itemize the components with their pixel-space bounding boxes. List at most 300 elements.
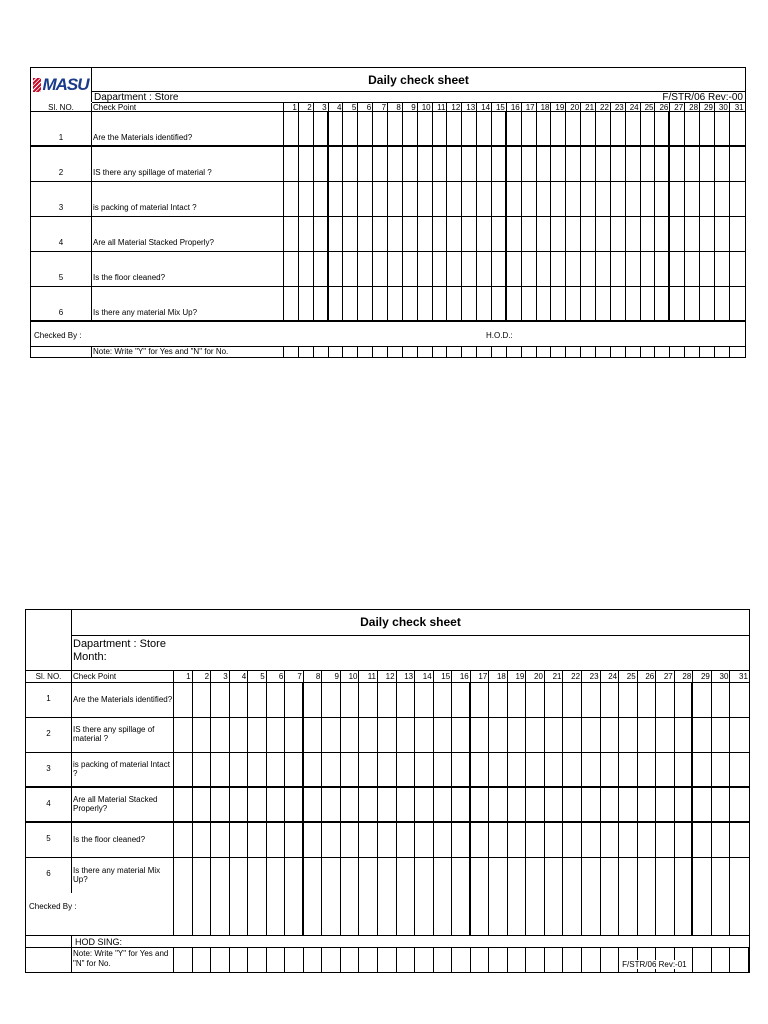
day-cell[interactable] [730,823,749,857]
day-cell[interactable] [626,252,641,286]
day-cell[interactable] [211,718,230,752]
day-cell[interactable] [174,788,193,821]
day-cell[interactable] [675,683,694,717]
day-cell[interactable] [700,112,715,145]
day-cell[interactable] [267,683,286,717]
note-day-cell[interactable] [433,347,448,357]
day-cell[interactable] [378,753,397,786]
day-cell[interactable] [285,753,304,786]
day-cell[interactable] [670,252,685,286]
day-cell[interactable] [526,683,545,717]
day-cell[interactable] [551,217,566,251]
day-cell[interactable] [462,287,477,320]
day-cell[interactable] [675,718,694,752]
day-cell[interactable] [611,287,626,320]
day-cell[interactable] [462,112,477,145]
day-cell[interactable] [373,182,388,216]
day-cell[interactable] [341,823,360,857]
checked-by-day-cell[interactable] [397,893,416,935]
day-cell[interactable] [489,823,508,857]
day-cell[interactable] [507,217,522,251]
day-cell[interactable] [415,858,434,893]
day-cell[interactable] [471,718,490,752]
day-cell[interactable] [299,252,314,286]
day-cell[interactable] [508,683,527,717]
day-cell[interactable] [730,683,749,717]
day-cell[interactable] [267,788,286,821]
day-cell[interactable] [193,823,212,857]
day-cell[interactable] [551,252,566,286]
day-cell[interactable] [670,217,685,251]
day-cell[interactable] [730,217,745,251]
day-cell[interactable] [248,823,267,857]
day-cell[interactable] [566,147,581,181]
note-day-cell[interactable] [581,347,596,357]
day-cell[interactable] [415,683,434,717]
checked-by-day-cell[interactable] [341,893,360,935]
day-cell[interactable] [397,683,416,717]
day-cell[interactable] [341,788,360,821]
day-cell[interactable] [730,182,745,216]
day-cell[interactable] [322,683,341,717]
day-cell[interactable] [715,287,730,320]
day-cell[interactable] [343,182,358,216]
day-cell[interactable] [299,147,314,181]
day-cell[interactable] [619,753,638,786]
day-cell[interactable] [329,182,344,216]
day-cell[interactable] [452,858,471,893]
day-cell[interactable] [358,217,373,251]
day-cell[interactable] [314,217,329,251]
day-cell[interactable] [537,252,552,286]
day-cell[interactable] [174,823,193,857]
day-cell[interactable] [563,718,582,752]
day-cell[interactable] [582,718,601,752]
day-cell[interactable] [211,823,230,857]
day-cell[interactable] [452,683,471,717]
day-cell[interactable] [174,718,193,752]
day-cell[interactable] [551,112,566,145]
day-cell[interactable] [341,753,360,786]
note-day-cell[interactable] [403,347,418,357]
day-cell[interactable] [619,788,638,821]
day-cell[interactable] [492,112,507,145]
day-cell[interactable] [341,683,360,717]
checked-by-day-cell[interactable] [656,893,675,935]
day-cell[interactable] [373,112,388,145]
note-day-cell[interactable] [447,347,462,357]
day-cell[interactable] [477,287,492,320]
day-cell[interactable] [314,182,329,216]
day-cell[interactable] [582,858,601,893]
day-cell[interactable] [537,182,552,216]
day-cell[interactable] [596,112,611,145]
day-cell[interactable] [730,788,749,821]
note-day-cell[interactable] [193,948,212,972]
day-cell[interactable] [619,858,638,893]
day-cell[interactable] [693,823,712,857]
day-cell[interactable] [522,287,537,320]
day-cell[interactable] [700,287,715,320]
day-cell[interactable] [322,823,341,857]
day-cell[interactable] [378,823,397,857]
day-cell[interactable] [712,753,731,786]
day-cell[interactable] [388,217,403,251]
day-cell[interactable] [477,252,492,286]
day-cell[interactable] [359,683,378,717]
day-cell[interactable] [248,718,267,752]
day-cell[interactable] [193,753,212,786]
day-cell[interactable] [526,788,545,821]
note-day-cell[interactable] [462,347,477,357]
note-day-cell[interactable] [563,948,582,972]
day-cell[interactable] [267,858,286,893]
note-day-cell[interactable] [322,948,341,972]
day-cell[interactable] [230,823,249,857]
day-cell[interactable] [730,718,749,752]
day-cell[interactable] [693,683,712,717]
day-cell[interactable] [193,788,212,821]
day-cell[interactable] [712,718,731,752]
day-cell[interactable] [601,788,620,821]
note-day-cell[interactable] [477,347,492,357]
note-day-cell[interactable] [329,347,344,357]
day-cell[interactable] [418,287,433,320]
day-cell[interactable] [304,858,323,893]
day-cell[interactable] [314,147,329,181]
day-cell[interactable] [730,252,745,286]
day-cell[interactable] [418,112,433,145]
day-cell[interactable] [641,182,656,216]
note-day-cell[interactable] [611,347,626,357]
day-cell[interactable] [211,683,230,717]
day-cell[interactable] [329,147,344,181]
note-day-cell[interactable] [284,347,299,357]
day-cell[interactable] [638,788,657,821]
day-cell[interactable] [267,718,286,752]
day-cell[interactable] [343,252,358,286]
day-cell[interactable] [641,112,656,145]
day-cell[interactable] [415,823,434,857]
note-day-cell[interactable] [522,347,537,357]
checked-by-day-cell[interactable] [545,893,564,935]
day-cell[interactable] [322,788,341,821]
day-cell[interactable] [508,753,527,786]
day-cell[interactable] [343,287,358,320]
day-cell[interactable] [596,147,611,181]
day-cell[interactable] [285,718,304,752]
day-cell[interactable] [601,823,620,857]
day-cell[interactable] [304,788,323,821]
day-cell[interactable] [563,683,582,717]
day-cell[interactable] [545,788,564,821]
day-cell[interactable] [638,683,657,717]
day-cell[interactable] [322,753,341,786]
day-cell[interactable] [581,182,596,216]
day-cell[interactable] [611,147,626,181]
day-cell[interactable] [693,718,712,752]
day-cell[interactable] [434,718,453,752]
day-cell[interactable] [712,683,731,717]
day-cell[interactable] [522,252,537,286]
day-cell[interactable] [601,718,620,752]
day-cell[interactable] [655,287,670,320]
day-cell[interactable] [388,287,403,320]
day-cell[interactable] [285,788,304,821]
day-cell[interactable] [418,217,433,251]
day-cell[interactable] [471,788,490,821]
day-cell[interactable] [230,858,249,893]
day-cell[interactable] [373,252,388,286]
day-cell[interactable] [670,147,685,181]
day-cell[interactable] [655,182,670,216]
day-cell[interactable] [359,753,378,786]
note-day-cell[interactable] [526,948,545,972]
day-cell[interactable] [418,147,433,181]
day-cell[interactable] [638,753,657,786]
day-cell[interactable] [477,182,492,216]
note-day-cell[interactable] [670,347,685,357]
day-cell[interactable] [489,718,508,752]
day-cell[interactable] [314,287,329,320]
day-cell[interactable] [601,683,620,717]
day-cell[interactable] [675,753,694,786]
day-cell[interactable] [373,147,388,181]
checked-by-day-cell[interactable] [471,893,490,935]
day-cell[interactable] [675,858,694,893]
day-cell[interactable] [397,753,416,786]
day-cell[interactable] [397,858,416,893]
day-cell[interactable] [415,788,434,821]
day-cell[interactable] [329,217,344,251]
day-cell[interactable] [403,112,418,145]
day-cell[interactable] [193,718,212,752]
day-cell[interactable] [433,112,448,145]
day-cell[interactable] [566,252,581,286]
checked-by-day-cell[interactable] [563,893,582,935]
day-cell[interactable] [434,858,453,893]
note-day-cell[interactable] [299,347,314,357]
note-day-cell[interactable] [507,347,522,357]
day-cell[interactable] [341,858,360,893]
day-cell[interactable] [359,718,378,752]
day-cell[interactable] [685,112,700,145]
checked-by-day-cell[interactable] [601,893,620,935]
day-cell[interactable] [508,718,527,752]
day-cell[interactable] [545,753,564,786]
note-day-cell[interactable] [601,948,620,972]
checked-by-day-cell[interactable] [619,893,638,935]
day-cell[interactable] [582,683,601,717]
day-cell[interactable] [730,147,745,181]
day-cell[interactable] [685,217,700,251]
day-cell[interactable] [343,147,358,181]
checked-by-day-cell[interactable] [248,893,267,935]
note-day-cell[interactable] [359,948,378,972]
day-cell[interactable] [685,147,700,181]
day-cell[interactable] [299,217,314,251]
day-cell[interactable] [174,683,193,717]
day-cell[interactable] [359,788,378,821]
day-cell[interactable] [378,858,397,893]
day-cell[interactable] [712,823,731,857]
day-cell[interactable] [685,287,700,320]
day-cell[interactable] [601,858,620,893]
day-cell[interactable] [596,252,611,286]
day-cell[interactable] [447,147,462,181]
day-cell[interactable] [492,287,507,320]
day-cell[interactable] [284,112,299,145]
note-day-cell[interactable] [551,347,566,357]
day-cell[interactable] [611,112,626,145]
note-day-cell[interactable] [730,948,749,972]
day-cell[interactable] [537,287,552,320]
day-cell[interactable] [537,112,552,145]
day-cell[interactable] [545,858,564,893]
day-cell[interactable] [700,147,715,181]
day-cell[interactable] [596,287,611,320]
day-cell[interactable] [566,217,581,251]
day-cell[interactable] [566,112,581,145]
day-cell[interactable] [388,112,403,145]
day-cell[interactable] [388,182,403,216]
day-cell[interactable] [582,753,601,786]
day-cell[interactable] [477,147,492,181]
day-cell[interactable] [670,182,685,216]
day-cell[interactable] [415,718,434,752]
note-day-cell[interactable] [418,347,433,357]
day-cell[interactable] [284,217,299,251]
day-cell[interactable] [285,858,304,893]
day-cell[interactable] [700,252,715,286]
checked-by-day-cell[interactable] [712,893,731,935]
day-cell[interactable] [492,217,507,251]
day-cell[interactable] [730,753,749,786]
day-cell[interactable] [397,718,416,752]
note-day-cell[interactable] [730,347,745,357]
day-cell[interactable] [526,718,545,752]
day-cell[interactable] [378,683,397,717]
day-cell[interactable] [641,252,656,286]
note-day-cell[interactable] [230,948,249,972]
day-cell[interactable] [700,217,715,251]
day-cell[interactable] [537,147,552,181]
note-day-cell[interactable] [537,347,552,357]
day-cell[interactable] [248,753,267,786]
day-cell[interactable] [715,182,730,216]
day-cell[interactable] [447,112,462,145]
day-cell[interactable] [626,112,641,145]
day-cell[interactable] [715,112,730,145]
checked-by-day-cell[interactable] [730,893,749,935]
day-cell[interactable] [638,718,657,752]
day-cell[interactable] [626,287,641,320]
day-cell[interactable] [378,788,397,821]
day-cell[interactable] [471,858,490,893]
day-cell[interactable] [314,112,329,145]
day-cell[interactable] [507,287,522,320]
day-cell[interactable] [284,182,299,216]
day-cell[interactable] [641,217,656,251]
day-cell[interactable] [359,823,378,857]
day-cell[interactable] [418,252,433,286]
day-cell[interactable] [433,147,448,181]
day-cell[interactable] [537,217,552,251]
checked-by-day-cell[interactable] [675,893,694,935]
day-cell[interactable] [656,753,675,786]
day-cell[interactable] [563,753,582,786]
day-cell[interactable] [545,823,564,857]
day-cell[interactable] [358,252,373,286]
day-cell[interactable] [582,823,601,857]
day-cell[interactable] [358,287,373,320]
note-day-cell[interactable] [715,347,730,357]
note-day-cell[interactable] [700,347,715,357]
day-cell[interactable] [715,147,730,181]
note-day-cell[interactable] [545,948,564,972]
day-cell[interactable] [611,252,626,286]
day-cell[interactable] [358,182,373,216]
day-cell[interactable] [730,858,749,893]
day-cell[interactable] [403,287,418,320]
day-cell[interactable] [655,147,670,181]
day-cell[interactable] [619,718,638,752]
day-cell[interactable] [388,252,403,286]
day-cell[interactable] [522,182,537,216]
note-day-cell[interactable] [343,347,358,357]
day-cell[interactable] [638,823,657,857]
day-cell[interactable] [656,823,675,857]
day-cell[interactable] [477,217,492,251]
day-cell[interactable] [566,182,581,216]
checked-by-day-cell[interactable] [434,893,453,935]
note-day-cell[interactable] [415,948,434,972]
day-cell[interactable] [230,683,249,717]
day-cell[interactable] [329,287,344,320]
checked-by-day-cell[interactable] [211,893,230,935]
note-day-cell[interactable] [489,948,508,972]
day-cell[interactable] [477,112,492,145]
day-cell[interactable] [507,112,522,145]
day-cell[interactable] [230,788,249,821]
day-cell[interactable] [174,753,193,786]
day-cell[interactable] [522,217,537,251]
day-cell[interactable] [343,112,358,145]
day-cell[interactable] [730,112,745,145]
day-cell[interactable] [685,252,700,286]
day-cell[interactable] [508,858,527,893]
note-day-cell[interactable] [582,948,601,972]
checked-by-day-cell[interactable] [304,893,323,935]
day-cell[interactable] [248,683,267,717]
day-cell[interactable] [655,112,670,145]
day-cell[interactable] [715,217,730,251]
checked-by-day-cell[interactable] [415,893,434,935]
note-day-cell[interactable] [626,347,641,357]
checked-by-day-cell[interactable] [359,893,378,935]
day-cell[interactable] [545,718,564,752]
day-cell[interactable] [656,718,675,752]
day-cell[interactable] [322,718,341,752]
day-cell[interactable] [285,823,304,857]
day-cell[interactable] [566,287,581,320]
note-day-cell[interactable] [596,347,611,357]
day-cell[interactable] [462,147,477,181]
checked-by-day-cell[interactable] [452,893,471,935]
checked-by-day-cell[interactable] [693,893,712,935]
day-cell[interactable] [489,683,508,717]
day-cell[interactable] [373,217,388,251]
